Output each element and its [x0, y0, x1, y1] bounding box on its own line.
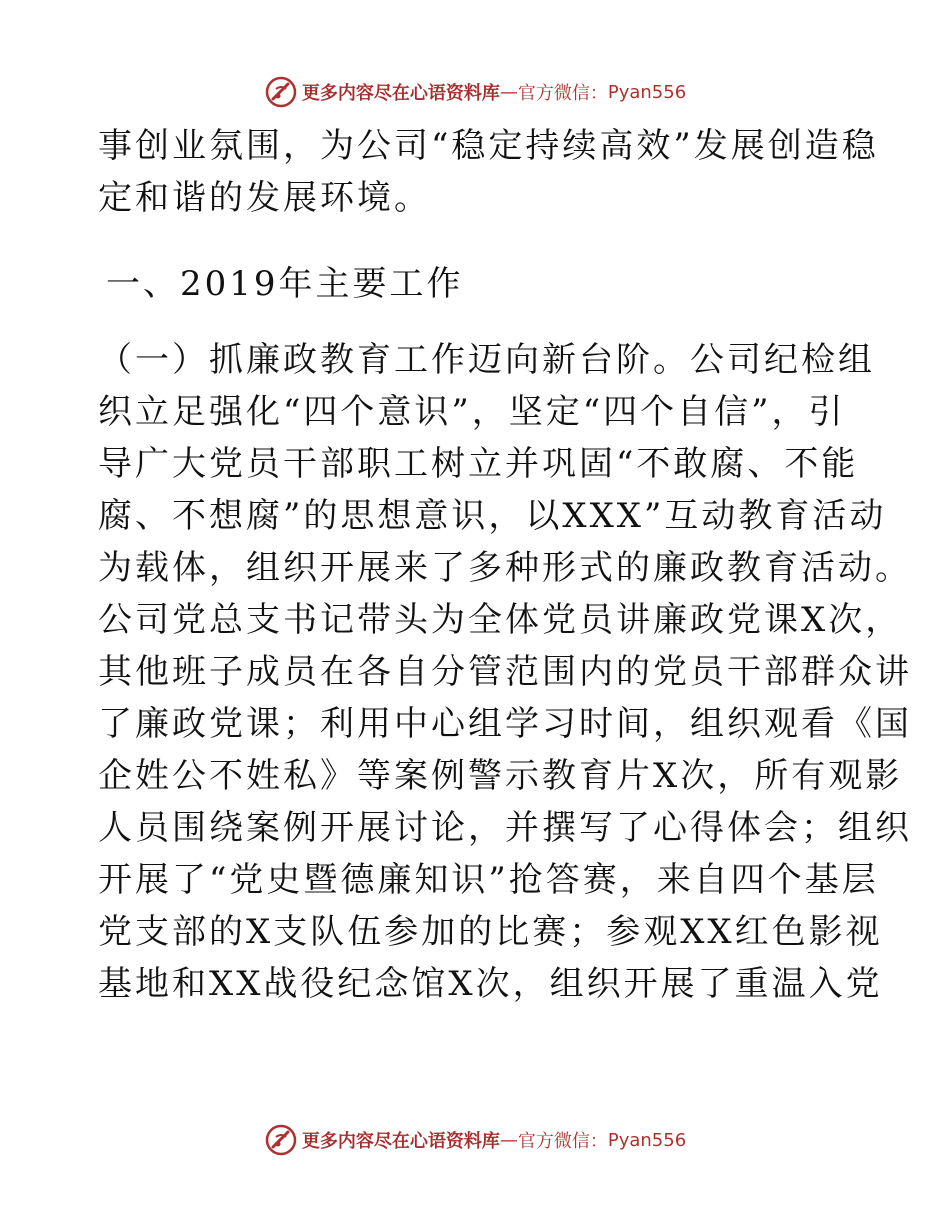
- document-body: [98, 120, 912, 1010]
- watermark-title: 更多内容尽在心语资料库: [301, 1131, 500, 1152]
- text-line: 为载体，组织开展来了多种形式的廉政教育活动。: [98, 548, 912, 588]
- text-line: （一）抓廉政教育工作迈向新台阶。公司纪检组: [98, 340, 875, 380]
- brand-logo-icon: [264, 75, 298, 109]
- text-line: 定和谐的发展环境。: [98, 178, 431, 218]
- text-line: 腐、不想腐”的思想意识，以XXX”互动教育活动: [98, 496, 887, 536]
- text-line: 织立足强化“四个意识”，坚定“四个自信”，引: [98, 392, 846, 432]
- text-line: 公司党总支书记带头为全体党员讲廉政党课X次，: [98, 600, 903, 640]
- text-line: 开展了“党史暨德廉知识”抢答赛，来自四个基层: [98, 860, 879, 900]
- watermark-wechat-label: 官方微信：: [517, 83, 608, 104]
- watermark-separator: —: [499, 81, 518, 103]
- footer-watermark: [0, 1120, 950, 1160]
- text-line: 事创业氛围，为公司“稳定持续高效”发展创造稳: [98, 126, 879, 166]
- text-line: 党支部的X支队伍参加的比赛；参观XX红色影视: [98, 912, 883, 952]
- intro-paragraph: [98, 120, 879, 224]
- header-watermark: [0, 72, 950, 112]
- text-line: 企姓公不姓私》等案例警示教育片X次，所有观影: [98, 756, 903, 796]
- brand-logo-icon: [264, 1123, 298, 1157]
- text-line: 了廉政党课；利用中心组学习时间，组织观看《国: [98, 704, 912, 744]
- text-line: 基地和XX战役纪念馆X次，组织开展了重温入党: [98, 964, 883, 1004]
- watermark-wechat-handle: Pyan556: [607, 1129, 687, 1151]
- text-line: 其他班子成员在各自分管范围内的党员干部群众讲: [98, 652, 912, 692]
- section-paragraph: [98, 334, 912, 1010]
- watermark-title: 更多内容尽在心语资料库: [301, 83, 500, 104]
- watermark-wechat-handle: Pyan556: [607, 81, 687, 103]
- text-line: 导广大党员干部职工树立并巩固“不敢腐、不能: [98, 444, 859, 484]
- watermark-wechat-label: 官方微信：: [517, 1131, 608, 1152]
- text-line: 人员围绕案例开展讨论，并撰写了心得体会；组织: [98, 808, 912, 848]
- section-heading: 一、2019年主要工作: [106, 264, 464, 304]
- watermark-separator: —: [499, 1129, 518, 1151]
